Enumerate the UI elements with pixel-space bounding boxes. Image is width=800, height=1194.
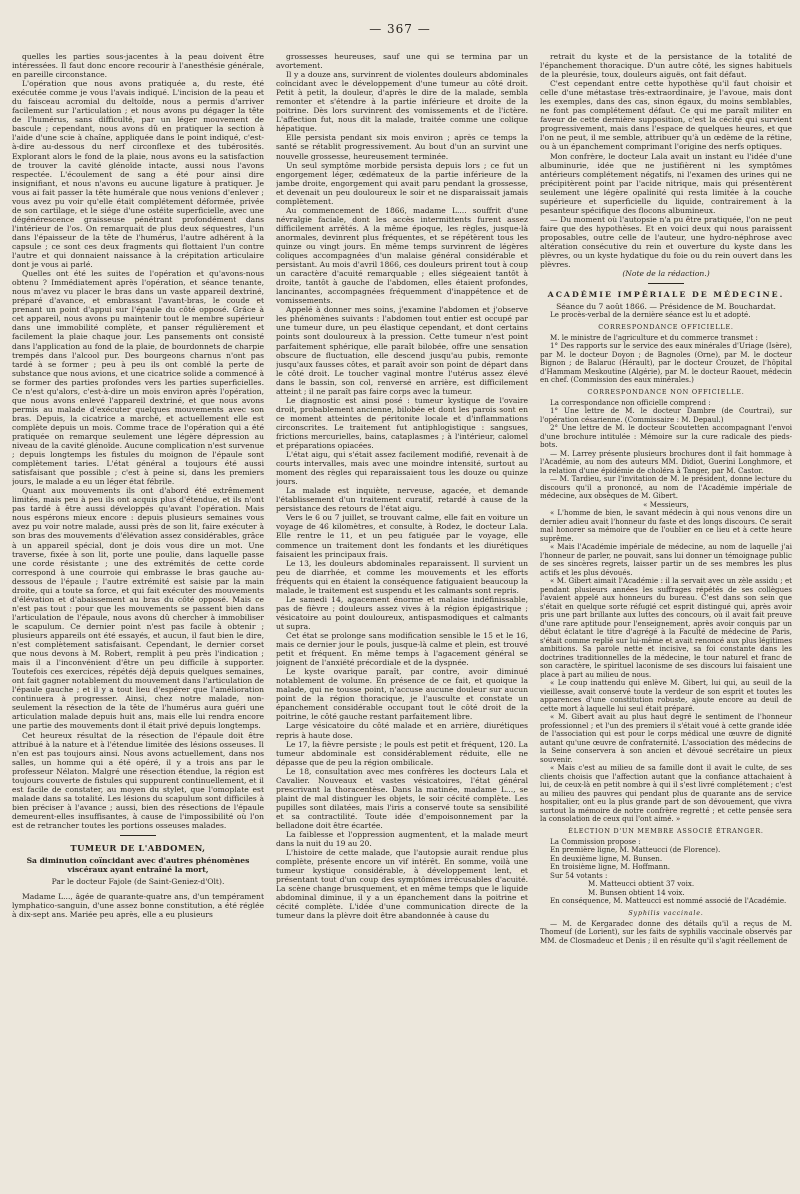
vote-line: M. Matteucci obtient 37 voix. <box>588 879 695 889</box>
paragraph: quelles les parties sous-jacentes à la peau doivent être intéressées. Il faut donc encore recourir à l'anesthésie générale, en pareille circonstance. <box>12 52 264 80</box>
election-line: En conséquence, M. Matteucci est nommé associé de l'Académie. <box>550 896 787 906</box>
editorial-note: (Note de la rédaction.) <box>622 269 710 279</box>
paragraph: Au commencement de 1866, madame L.... souffrit d'une névralgie faciale, dont les accès intermittents furent assez difficilement arrêtés. A la même époque, les règles, jusque-là anormales, devinrent plus fréquentes, et se répétèrent tous les quinze ou vingt jours. En même temps survinrent de légères coliques accompagnées d'un malaise général considérable et persistant. Au mois d'avril 1866, ces douleurs prirent tout à coup un caractère d'acuité remarquable ; elles siégeaient tantôt à droite, tantôt à gauche de l'abdomen, elles étaient profondes, lancinantes, accompagnées fréquemment d'inappétence et de vomissements. <box>276 205 528 306</box>
salutation: « Messieurs, <box>643 499 689 509</box>
paragraph: Il y a douze ans, survinrent de violentes douleurs abdominales coïncidant avec le développement d'une tumeur au côté droit. Petit à petit, la douleur, d'après le dire de la malade, sembla remonter et s'étendre à la partie inférieure et droite de la poitrine. Dès lors survinrent des vomissements et de l'ictère. L'affection fut, nous dit la malade, traitée comme une colique hépatique. <box>276 70 528 134</box>
paragraph: La correspondance non officielle comprend : <box>550 397 711 407</box>
vote-line: M. Bunsen obtient 14 voix. <box>588 887 685 897</box>
paragraph: — M. de Kergaradec donne des détails qu'il a reçus de M. Thomeuf (de Lorient), sur les faits de syphilis vaccinale observés par MM. de Closmadeuc et Denis ; il en résulte qu'il s'agit réellement de <box>540 918 792 945</box>
paragraph: Elle persista pendant six mois environ ; après ce temps la santé se rétablit progressivement. Au bout d'un an survint une nouvelle grossesse, heureusement terminée. <box>276 133 528 161</box>
election-line: En première ligne, M. Matteucci (de Florence). <box>550 845 721 855</box>
paragraph: Madame L..., âgée de quarante-quatre ans, d'un tempérament lymphatico-sanguin, d'une assez bonne constitution, a été réglée à dix-sept ans. Mariée peu après, elle a eu plusieurs <box>12 892 264 920</box>
paragraph: 1° Des rapports sur le service des eaux minérales d'Uriage (Isère), par M. le docteur Doyon ; de Bagnoles (Orne), par M. le docteur Bignon ; de Balaruc (Hérault), par le docteur Crouzet, de l'hôpital d'Hammam Meskoutine (Algérie), par M. le docteur Raouet, médecin en chef. (Commission des eaux minérales.) <box>540 341 792 385</box>
paragraph: Le 18, consultation avec mes confrères les docteurs Lala et Cavalier. Nouveaux et vastes vésicatoires, l'état général prescrivant la thoracentèse. Dans la matinée, madame L..., se plaint de mal distinguer les objets, le soir cécité complète. Les pupilles sont dilatées, mais l'iris a conservé toute sa sensibilité et sa contractilité. Toute idée d'empoisonnement par la belladone doit être écartée. <box>276 766 528 830</box>
paragraph: Le 13, les douleurs abdominales reparaissent. Il survient un peu de diarrhée, et comme les mouvements et les efforts fréquents qui en étaient la conséquence fatiguaient beaucoup la malade, le traitement est suspendu et les calmants sont repris. <box>276 558 528 595</box>
paragraph: Le 17, la fièvre persiste ; le pouls est petit et fréquent, 120. La tumeur abdominale est considérablement réduite, elle ne dépasse que de peu la région ombilicale. <box>276 739 528 767</box>
paragraph: « M. Gibert avait au plus haut degré le sentiment de l'honneur professionnel ; et l'un des premiers il s'était voué à cette grande idée de l'association qui est pour le corps médical une œuvre de dignité autant qu'une œuvre de confraternité. L'association des médecins de la Seine conservera à son ancien et dévoué secrétaire un pieux souvenir. <box>540 712 792 764</box>
article-author: Par le docteur Fajole (de Saint-Geniez-d'Olt). <box>51 877 225 887</box>
columns <box>12 52 792 1186</box>
paragraph: grossesses heureuses, sauf une qui se termina par un avortement. <box>276 52 528 71</box>
column-2 <box>276 52 528 1186</box>
paragraph: La malade est inquiète, nerveuse, agacée, et demande l'établissement d'un traitement curatif, retardé à cause de la persistance des retours de l'état aigu. <box>276 486 528 514</box>
column-1 <box>12 52 264 1186</box>
paragraph: Le kyste ovarique paraît, par contre, avoir diminué notablement de volume. En présence de ce fait, et quoique la malade, qui ne tousse point, n'accuse aucune douleur sur aucun point de la région thoracique, je l'ausculte et constate un épanchement considérable occupant tout le côté droit de la poitrine, le côté gauche restant parfaitement libre. <box>276 667 528 722</box>
paragraph: Le samedi 14, agacement énorme et malaise indéfinissable, pas de fièvre ; douleurs assez vives à la région épigastrique ; vésicatoire au point douloureux, antispasmodiques et calmants ut supra. <box>276 594 528 631</box>
paragraph: Quelles ont été les suites de l'opération et qu'avons-nous obtenu ? Immédiatement après l'opération, et séance tenante, nous m'avez vu placer le bras dans un vaste appareil dextriné, préparé d'avance, et embrassant l'avant-bras, le coude et prenant un point d'appui sur l'épaule du côté opposé. Grâce à cet appareil, nous avons pu maintenir tout le membre supérieur dans une immobilité complète, et panser régulièrement et facilement la plaie chaque jour. Les pansements ont consisté dans l'application au fond de la plaie, de bourdonnets de charpie trempés dans l'alcool pur. Des bourgeons charnus n'ont pas tardé à se former ; peu à peu ils ont comblé la perte de substance que nous avions, et une cicatrice solide a commencé à se former des parties profondes vers les parties superficielles. Ce n'est qu'alors, c'est-à-dire un mois environ après l'opération, que nous avons enlevé l'appareil dextriné, et que nous avons permis au malade d'exécuter quelques mouvements avec son bras. Depuis, la cicatrice a marché, et actuellement elle est complète depuis un mois. Comme trace de l'opération qui a été pratiquée on remarque seulement une légère dépression au niveau de la cavité glénoïde. Aucune complication n'est survenue ; depuis longtemps les fistules du moignon de l'épaule sont complètement taries. L'état général a toujours été aussi satisfaisant que possible ; c'est à peine si, dans les premiers jours, le malade a eu un léger état fébrile. <box>12 269 264 487</box>
article-title: TUMEUR DE L'ABDOMEN, <box>70 843 206 854</box>
paragraph: retrait du kyste et de la persistance de la totalité de l'épanchement thoracique. D'un autre côté, les signes habituels de la pleurésie, toux, douleurs aiguës, ont fait défaut. <box>540 52 792 80</box>
paragraph: L'histoire de cette malade, que l'autopsie aurait rendue plus complète, présente encore un vif intérêt. En somme, voilà une tumeur kystique considérable, à développement lent, et présentant tout d'un coup des symptômes irrécusables d'acuité. La scène change brusquement, et en même temps que le liquide abdominal diminue, il y a un épanchement dans la poitrine et cécité complète. L'idée d'une communication directe de la tumeur dans la plèvre doit être abandonnée à cause du <box>276 848 528 921</box>
session-intro: Le procès-verbal de la dernière séance est lu et adopté. <box>550 310 751 320</box>
election-line: En deuxième ligne, M. Bunsen. <box>550 853 663 863</box>
paragraph: Quant aux mouvements ils ont d'abord été extrêmement limités, mais peu à peu ils ont acquis plus d'étendue, et ils n'ont pas tardé à être aussi développés qu'avant l'opération. Mais nous espérons mieux encore : depuis plusieurs semaines vous avez pu voir notre malade, aussi près de son lit, faire exécuter à son bras des mouvements d'élévation assez considérables, grâce à un appareil spécial, dont je dois vous dire un mot. Une traverse, fixée à son lit, porte une poulie, dans laquelle passe une corde résistante ; une des extrémités de cette corde correspond à une courroie qui embrasse le bras gauche au-dessous de l'épaule ; l'autre extrémité est saisie par la main droite, qui a toute sa force, et qui fait exécuter des mouvements d'élévation et d'abaissement au bras du côté opposé. Mais ce n'est pas tout : pour que les mouvements se passent bien dans l'articulation de l'épaule, nous avons dû chercher à immobiliser le scapulum. Ce dernier point n'est pas facile à obtenir ; plusieurs appareils ont été essayés, et aucun, il faut bien le dire, n'est complètement satisfaisant. Cependant, le dernier corset que nous devons à M. Robert, remplit à peu près l'indication ; mais il a l'inconvénient d'être un peu difficile à supporter. Toutefois ces exercices, répétés déjà depuis quelques semaines, ont fait gagner notablement du mouvement dans l'articulation de l'épaule gauche ; et il y a tout lieu d'espérer que l'amélioration continuera à progresser. Ainsi, chez notre malade, non-seulement la résection de la tête de l'humérus aura guéri une articulation malade depuis huit ans, mais elle lui rendra encore une partie des mouvements dont il était privé depuis longtemps. <box>12 486 264 731</box>
paragraph: 2° Une lettre de M. le docteur Scoutetten accompagnant l'envoi d'une brochure intitulée : Mémoire sur la cure radicale des pieds-bots. <box>540 423 792 450</box>
paragraph: La faiblesse et l'oppression augmentent, et la malade meurt dans la nuit du 19 au 20. <box>276 830 528 849</box>
divider <box>120 835 156 836</box>
official-correspondence-header: CORRESPONDANCE OFFICIELLE. <box>598 322 734 331</box>
paragraph: « Mais c'est au milieu de sa famille dont il avait le culte, de ses clients choisis que l'affection autant que la confiance attachaient à lui, de ceux-là en petit nombre à qui il s'est livré complétement ; c'est au milieu des pauvres qui pendant plus de quarante ans de service hospitalier, ont eu la plus grande part de son dévouement, que vivra surtout la mémoire de notre confrère regretté ; et cette pensée sera la consolation de ceux qui l'ont aimé. » <box>540 763 792 824</box>
paragraph: L'état aigu, qui s'était assez facilement modifié, revenait à de courts intervalles, mais avec une moindre intensité, surtout au moment des règles qui reparaissaient tous les douze ou quinze jours. <box>276 450 528 487</box>
paragraph: « Mais l'Académie impériale de médecine, au nom de laquelle j'ai l'honneur de parler, ne pouvait, sans lui donner un témoignage public de ses sincères regrets, laisser partir un de ses membres les plus actifs et les plus dévoués. <box>540 542 792 577</box>
nonofficial-correspondence-header: CORRESPONDANCE NON OFFICIELLE. <box>587 387 745 396</box>
syphilis-header: Syphilis vaccinale. <box>628 908 704 917</box>
paragraph: Le diagnostic est ainsi posé : tumeur kystique de l'ovaire droit, probablement ancienne, bilobée et dont les parois sont en ce moment atteintes de péritonite locale et d'inflammations circonscrites. Le traitement fut antiphlogistique : sangsues, frictions mercurielles, bains, cataplasmes ; à l'intérieur, calomel et préparations opiacées. <box>276 395 528 451</box>
paragraph: Mon confrère, le docteur Lala avait un instant eu l'idée d'une albuminurie, idée que ne justifièrent ni les symptômes antérieurs complétement négatifs, ni l'examen des urines qui ne précipitèrent point par l'acide nitrique, mais qui présentèrent seulement une légère opalinité qui resta limitée à la couche supérieure et superficielle du liquide, contrairement à la pesanteur spécifique des flocons albumineux. <box>540 151 792 215</box>
election-line: En troisième ligne, M. Hoffmann. <box>550 862 671 872</box>
election-line: Sur 54 votants : <box>550 870 608 880</box>
paragraph: — M. Larrey présente plusieurs brochures dont il fait hommage à l'Académie, au nom des auteurs MM. Didiot, Guerini Longhmore, et la relation d'une épidémie de choléra à Tanger, par M. Castor. <box>540 448 792 475</box>
paragraph: Vers le 6 ou 7 juillet, se trouvant calme, elle fait en voiture un voyage de 46 kilomètres, et consulte, à Rodez, le docteur Lala. Elle rentre le 11, et un peu fatiguée par le voyage, elle commence un traitement dont les fondants et les diurétiques faisaient les principaux frais. <box>276 513 528 559</box>
election-line: La Commission propose : <box>550 836 641 846</box>
column-3 <box>540 52 792 1186</box>
paragraph: Cet état se prolonge sans modification sensible le 15 et le 16, mais ce dernier jour le pouls, jusque-là calme et plein, est trouvé petit et fréquent. En même temps à l'agacement général se joignent de l'anxiété précordiale et de la dyspnée. <box>276 631 528 668</box>
paragraph: Large vésicatoire du côté malade et en arrière, diurétiques repris à haute dose. <box>276 721 528 740</box>
paragraph: « M. Gibert aimait l'Académie : il la servait avec un zèle assidu ; et pendant plusieurs années les suffrages répétés de ses collègues l'avaient appelé aux honneurs du bureau. C'est dans son sein que s'était en quelque sorte réfugié cet esprit distingué qui, après avoir pris une part brillante aux luttes des concours, où il avait fait preuve d'une rare aptitude pour l'enseignement, après avoir conquis par un début éclatant le titre d'agrégé à la Faculté de médecine de Paris, s'était comme replié sur lui-même et avait renoncé aux plus légitimes ambitions. Sa parole nette et incisive, sa foi constante dans les doctrines traditionnelles de la médecine, le tour naturel et franc de son caractère, le spirituel laconisme de ses discours lui faisaient une place à part au milieu de nous. <box>540 576 792 679</box>
paragraph: M. le ministre de l'agriculture et du commerce transmet : <box>550 332 758 342</box>
paragraph: 1° Une lettre de M. le docteur Dambre (de Courtrai), sur l'opération césarienne. (Commissaire : M. Depaul.) <box>540 406 792 424</box>
paragraph: « L'homme de bien, le savant médecin à qui nous venons dire un dernier adieu avait l'honneur du faste et des longs discours. Ce serait mal honorer sa mémoire que de l'oublier en ce lieu et à cette heure suprême. <box>540 508 792 543</box>
paragraph: — Du moment où l'autopsie n'a pu être pratiquée, l'on ne peut faire que des hypothèses. Et en voici deux qui nous paraissent proposables, outre celle de l'auteur, une hydro-néphrose avec altération consécutive du rein et ouverture du kyste dans les plèvres, ou un kyste hydatique du foie ou du rein ouvert dans les plèvres. <box>540 214 792 270</box>
paragraph: L'opération que nous avons pratiquée a, du reste, été exécutée comme je vous l'avais indiqué. L'incision de la peau et du faisceau acromial du deltoïde, nous a permis d'arriver facilement sur l'articulation ; et nous avons pu dégager la tête de l'humérus, sans difficulté, par un léger mouvement de bascule ; cependant, nous avons dû en pratiquer la section à l'aide d'une scie à chaîne, appliquée dans le point indiqué, c'est-à-dire au-dessous du nerf circonflexe et des tubérosités. Explorant alors le fond de la plaie, nous avons eu la satisfaction de trouver la cavité glénoïde intacte, aussi nous l'avons respectée. L'écoulement de sang a été pour ainsi dire insignifiant, et nous n'avons eu aucune ligature à pratiquer. Je vous ai fait passer la tête humérale que nous venions d'enlever ; vous avez pu voir qu'elle était complétement déformée, privée de son cartilage, et le siége d'une ostéite superficielle, avec une dégénérescence graisseuse pénétrant profondément dans l'intérieur de l'os. On remarquait de plus deux séquestres, l'un dans l'épaisseur de la tête de l'humérus, l'autre adhérent à la capsule ; ce sont ces deux fragments qui flottaient l'un contre l'autre et qui donnaient naissance à la crépitation articulaire dont je vous ai parlé. <box>12 79 264 270</box>
paragraph: Appelé à donner mes soins, j'examine l'abdomen et j'observe les phénomènes suivants : l'abdomen tout entier est occupé par une tumeur dure, un peu élastique cependant, et dont certains points sont douloureux à la pression. Cette tumeur n'est point parfaitement sphérique, elle paraît bilobée, offre une sensation obscure de fluctuation, elle descend jusqu'au pubis, remonte jusqu'aux fausses côtes, et paraît avoir son point de départ dans le côté droit. Le toucher vaginal montre l'utérus assez élevé dans le bassin, son col, renversé en arrière, est difficilement atteint ; il ne paraît pas faire corps avec la tumeur. <box>276 305 528 396</box>
paragraph: « Le coup inattendu qui enlève M. Gibert, lui qui, au seuil de la vieillesse, avait conservé toute la verdeur de son esprit et toutes les apparences d'une constitution robuste, ajoute encore au deuil de cette mort à laquelle lui seul était préparé. <box>540 678 792 713</box>
session-line: Séance du 7 août 1866. — Présidence de M. Bouchardat. <box>556 302 776 312</box>
divider <box>648 283 684 284</box>
paragraph: — M. Tardieu, sur l'invitation de M. le président, donne lecture du discours qu'il a prononcé, au nom de l'Académie impériale de médecine, aux obsèques de M. Gibert. <box>540 474 792 501</box>
paragraph: Cet heureux résultat de la résection de l'épaule doit être attribué à la nature et à l'étendue limitée des lésions osseuses. Il n'en est pas toujours ainsi. Nous avons actuellement, dans nos salles, un homme qui a été opéré, il y a trois ans par le professeur Nélaton. Malgré une résection étendue, la région est toujours couverte de fistules qui suppurent continuellement, et il est facile de constater, au moyen du stylet, que l'omoplate est malade dans sa totalité. Les lésions du scapulum sont difficiles à bien préciser à l'avance ; aussi, bien des résections de l'épaule demeurent-elles insuffisantes, à cause de l'impossibilité où l'on est de retrancher toutes les portions osseuses malades. <box>12 730 264 830</box>
academy-title: ACADÉMIE IMPÉRIALE DE MÉDECINE. <box>547 290 785 300</box>
page-number: — 367 — <box>369 22 431 36</box>
election-header: ÉLECTION D'UN MEMBRE ASSOCIÉ ÉTRANGER. <box>568 826 764 835</box>
article-subtitle: Sa diminution coïncidant avec d'autres phénomènes viscéraux ayant entraîné la mort, <box>26 856 250 875</box>
paragraph: Un seul symptôme morbide persista depuis lors ; ce fut un engorgement léger, œdémateux de la partie inférieure de la jambe droite, engorgement qui avait paru pendant la grossesse, et devenait un peu douloureux le soir et ne disparaissait jamais complètement. <box>276 160 528 206</box>
paragraph: C'est cependant entre cette hypothèse qu'il faut choisir et celle d'une métastase très-extraordinaire, je l'avoue, mais dont les exemples, dans des cas, sinon égaux, du moins semblables, ne font pas complétement défaut. Ce qui me paraît militer en faveur de cette dernière supposition, c'est la cécité qui survient progressivement, mais dans l'espace de quelques heures, et que l'on ne peut, il me semble, attribuer qu'à un œdème de la rétine, ou à un épanchement comprimant l'origine des nerfs optiques. <box>540 79 792 152</box>
